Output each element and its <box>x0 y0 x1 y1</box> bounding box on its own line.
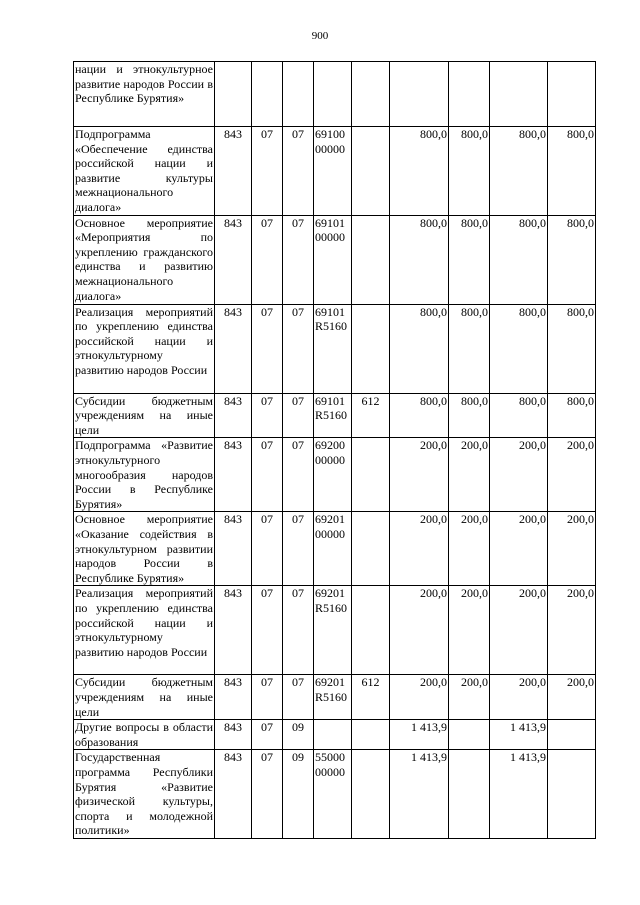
cell-sum-3 <box>490 62 548 127</box>
cell-csr: 69100 00000 <box>314 127 352 216</box>
cell-sum-1: 1 413,9 <box>390 720 449 750</box>
cell-rz: 07 <box>252 720 283 750</box>
cell-sum-2: 200,0 <box>449 512 490 586</box>
cell-sum-1: 800,0 <box>390 393 449 438</box>
cell-sum-3: 800,0 <box>490 215 548 304</box>
table-row <box>74 62 596 127</box>
cell-csr <box>314 720 352 750</box>
cell-grbs: 843 <box>215 720 252 750</box>
cell-sum-3: 1 413,9 <box>490 720 548 750</box>
cell-rz: 07 <box>252 438 283 512</box>
table-row <box>74 438 596 512</box>
cell-pr: 07 <box>283 215 314 304</box>
cell-sum-4: 200,0 <box>548 512 596 586</box>
cell-sum-1: 200,0 <box>390 675 449 720</box>
cell-grbs: 843 <box>215 750 252 839</box>
cell-sum-1: 800,0 <box>390 127 449 216</box>
cell-grbs: 843 <box>215 438 252 512</box>
page-number: 900 <box>311 30 329 42</box>
cell-rz: 07 <box>252 393 283 438</box>
cell-sum-2: 800,0 <box>449 127 490 216</box>
cell-vr <box>352 512 390 586</box>
cell-grbs: 843 <box>215 512 252 586</box>
row-name: Государственная программа Республики Бурятия «Развитие физической культуры, спорта и молодежной политики» <box>75 750 213 838</box>
cell-sum-4: 800,0 <box>548 127 596 216</box>
cell-rz: 07 <box>252 127 283 216</box>
cell-vr <box>352 750 390 839</box>
cell-sum-1 <box>390 62 449 127</box>
cell-sum-2: 200,0 <box>449 438 490 512</box>
table-row <box>74 215 596 304</box>
table-row <box>74 304 596 393</box>
cell-pr: 07 <box>283 393 314 438</box>
row-name: нации и этнокультурное развитие народов России в Республике Бурятия» <box>74 62 215 127</box>
cell-rz: 07 <box>252 586 283 675</box>
cell-sum-2 <box>449 750 490 839</box>
cell-sum-2 <box>449 62 490 127</box>
cell-sum-2: 200,0 <box>449 675 490 720</box>
cell-sum-3: 800,0 <box>490 127 548 216</box>
cell-sum-2: 800,0 <box>449 215 490 304</box>
cell-vr <box>352 586 390 675</box>
cell-sum-1: 200,0 <box>390 586 449 675</box>
cell-csr: 69101 R5160 <box>314 304 352 393</box>
cell-grbs: 843 <box>215 215 252 304</box>
cell-vr <box>352 127 390 216</box>
table-row <box>74 586 596 675</box>
cell-sum-3: 800,0 <box>490 304 548 393</box>
row-name: Основное мероприятие «Оказание содействия в этнокультурном развитии народов России в Республике Бурятия» <box>75 512 213 585</box>
cell-pr <box>283 62 314 127</box>
cell-rz: 07 <box>252 215 283 304</box>
cell-vr: 612 <box>352 675 390 720</box>
cell-sum-4: 800,0 <box>548 304 596 393</box>
cell-grbs: 843 <box>215 393 252 438</box>
cell-csr: 69101 00000 <box>314 215 352 304</box>
cell-pr: 07 <box>283 675 314 720</box>
table-row <box>74 512 596 586</box>
row-name: Подпрограмма «Развитие этнокультурного многообразия народов России в Республике Бурятия» <box>75 438 213 511</box>
cell-csr <box>314 62 352 127</box>
cell-csr: 69200 00000 <box>314 438 352 512</box>
row-name: Другие вопросы в области образования <box>75 720 213 749</box>
cell-pr: 07 <box>283 586 314 675</box>
cell-sum-4: 200,0 <box>548 438 596 512</box>
cell-sum-1: 800,0 <box>390 215 449 304</box>
cell-csr: 69201 00000 <box>314 512 352 586</box>
cell-pr: 07 <box>283 512 314 586</box>
cell-sum-3: 200,0 <box>490 675 548 720</box>
cell-rz: 07 <box>252 512 283 586</box>
cell-sum-4 <box>548 750 596 839</box>
cell-grbs: 843 <box>215 586 252 675</box>
cell-sum-4: 200,0 <box>548 675 596 720</box>
row-name: Основное мероприятие «Мероприятия по укреплению гражданского единства и развитию межнационального диалога» <box>75 215 213 303</box>
table-row <box>74 127 596 216</box>
cell-sum-4: 200,0 <box>548 586 596 675</box>
cell-pr: 07 <box>283 304 314 393</box>
table-row <box>74 393 596 438</box>
cell-sum-2: 800,0 <box>449 304 490 393</box>
cell-sum-4 <box>548 62 596 127</box>
cell-sum-1: 200,0 <box>390 512 449 586</box>
cell-grbs <box>215 62 252 127</box>
cell-grbs: 843 <box>215 127 252 216</box>
cell-pr: 09 <box>283 720 314 750</box>
cell-sum-1: 200,0 <box>390 438 449 512</box>
cell-sum-3: 200,0 <box>490 512 548 586</box>
cell-rz: 07 <box>252 304 283 393</box>
row-name: Подпрограмма «Обеспечение единства российской нации и развитие культуры межнационального диалога» <box>75 127 213 214</box>
cell-vr <box>352 720 390 750</box>
cell-sum-3: 200,0 <box>490 438 548 512</box>
cell-pr: 09 <box>283 750 314 839</box>
cell-sum-4: 800,0 <box>548 393 596 438</box>
cell-sum-3: 1 413,9 <box>490 750 548 839</box>
cell-csr: 69201 R5160 <box>314 586 352 675</box>
cell-grbs: 843 <box>215 675 252 720</box>
cell-pr: 07 <box>283 127 314 216</box>
row-name: Субсидии бюджетным учреждениям на иные цели <box>75 393 213 437</box>
cell-csr: 69101 R5160 <box>314 393 352 438</box>
cell-vr <box>352 62 390 127</box>
cell-rz <box>252 62 283 127</box>
cell-rz: 07 <box>252 675 283 720</box>
table-row <box>74 675 596 720</box>
cell-sum-1: 800,0 <box>390 304 449 393</box>
row-name: Субсидии бюджетным учреждениям на иные цели <box>75 675 213 719</box>
cell-sum-3: 200,0 <box>490 586 548 675</box>
cell-sum-4 <box>548 720 596 750</box>
budget-table <box>73 61 596 839</box>
row-name: Реализация мероприятий по укреплению единства российской нации и этнокультурному развитию народов России <box>74 304 215 393</box>
cell-grbs: 843 <box>215 304 252 393</box>
table-row <box>74 720 596 750</box>
cell-sum-3: 800,0 <box>490 393 548 438</box>
cell-csr: 69201 R5160 <box>314 675 352 720</box>
cell-sum-1: 1 413,9 <box>390 750 449 839</box>
cell-vr: 612 <box>352 393 390 438</box>
cell-vr <box>352 304 390 393</box>
cell-vr <box>352 438 390 512</box>
cell-vr <box>352 215 390 304</box>
cell-sum-2 <box>449 720 490 750</box>
cell-rz: 07 <box>252 750 283 839</box>
row-name: Реализация мероприятий по укреплению единства российской нации и этнокультурному развитию народов России <box>74 586 215 675</box>
table-row <box>74 750 596 839</box>
cell-sum-4: 800,0 <box>548 215 596 304</box>
cell-sum-2: 200,0 <box>449 586 490 675</box>
cell-csr: 55000 00000 <box>314 750 352 839</box>
cell-sum-2: 800,0 <box>449 393 490 438</box>
cell-pr: 07 <box>283 438 314 512</box>
